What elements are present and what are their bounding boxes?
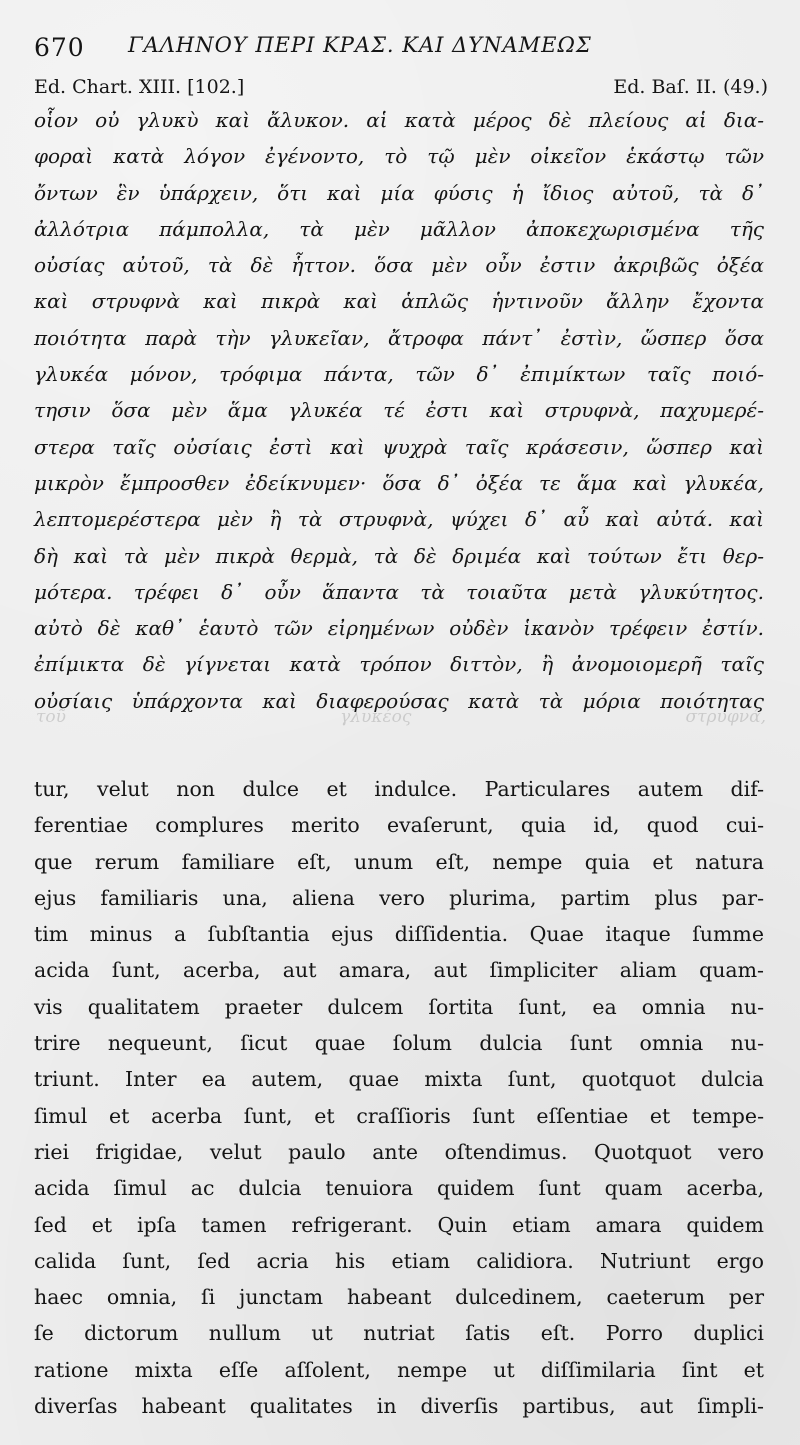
running-head <box>34 27 774 67</box>
page-number: 670 <box>34 33 85 62</box>
greek-line: μότερα. τρέφει δ᾽ οὖν ἅπαντα τὰ τοιαῦτα μετὰ γλυκύτητος. <box>34 579 764 604</box>
greek-line: ὄντων ἓν ὑπάρχειν, ὅτι καὶ μία φύσις ἡ ἴδιος αὐτοῦ, τὰ δ᾽ <box>34 180 764 205</box>
latin-line: acida ſunt, acerba, aut amara, aut ſimpliciter aliam quam- <box>34 958 764 983</box>
latin-line: acida ſimul ac dulcia tenuiora quidem ſunt quam acerba, <box>34 1176 764 1201</box>
latin-line: ratione mixta eſſe aſſolent, nempe ut diſſimilaria ſint et <box>34 1357 764 1382</box>
latin-line: ferentiae complures merito evaſerunt, quia id, quod cui- <box>34 813 764 838</box>
running-title: ΓΑΛΗΝΟΥ ΠΕΡΙ ΚΡΑΣ. ΚΑΙ ΔΥΝΑΜΕΩΣ <box>128 33 592 57</box>
greek-text-block <box>34 102 764 719</box>
greek-line: φοραὶ κατὰ λόγον ἐγένοντο, τὸ τῷ μὲν οἰκεῖον ἑκάστῳ τῶν <box>34 144 764 169</box>
show-through-text: τοῦ γλυκέος στρυφνά, <box>36 707 766 727</box>
latin-line: ſe dictorum nullum ut nutriat ſatis eſt. Porro duplici <box>34 1321 764 1346</box>
greek-line: οἷον οὐ γλυκὺ καὶ ἄλυκον. αἱ κατὰ μέρος δὲ πλείους αἱ δια- <box>34 108 764 132</box>
latin-line: trire nequeunt, ſicut quae ſolum dulcia ſunt omnia nu- <box>34 1031 764 1056</box>
latin-line: tur, velut non dulce et indulce. Particulares autem dif- <box>34 777 764 801</box>
greek-line: τησιν ὅσα μὲν ἅμα γλυκέα τέ ἐστι καὶ στρυφνὰ, παχυμερέ- <box>34 398 764 423</box>
latin-line: ſimul et acerba ſunt, et craſſioris ſunt eſſentiae et tempe- <box>34 1103 764 1128</box>
greek-line: ἐπίμικτα δὲ γίγνεται κατὰ τρόπον διττὸν, ἢ ἀνομοιομερῆ ταῖς <box>34 652 764 677</box>
greek-line: οὐσίας αὐτοῦ, τὰ δὲ ἧττον. ὅσα μὲν οὖν ἐστιν ἀκριβῶς ὀξέα <box>34 253 764 278</box>
latin-line: diverſas habeant qualitates in diverſis partibus, aut ſimpli- <box>34 1394 764 1419</box>
latin-line: ejus familiaris una, aliena vero plurima, partim plus par- <box>34 885 764 910</box>
greek-line: οὐσίαις ὑπάρχοντα καὶ διαφερούσας κατὰ τὰ μόρια ποιότητας <box>34 688 764 713</box>
greek-line: αὐτὸ δὲ καθ᾽ ἑαυτὸ τῶν εἰρημένων οὐδὲν ἱκανὸν τρέφειν ἐστίν. <box>34 616 764 641</box>
greek-line: καὶ στρυφνὰ καὶ πικρὰ καὶ ἁπλῶς ἡντινοῦν ἄλλην ἔχοντα <box>34 289 764 314</box>
edition-chart-reference: Ed. Chart. XIII. [102.] <box>34 76 245 98</box>
latin-line: calida ſunt, ſed acria his etiam calidiora. Nutriunt ergo <box>34 1248 764 1273</box>
greek-line: ποιότητα παρὰ τὴν γλυκεῖαν, ἄτροφα πάντ᾽ ἐστὶν, ὥσπερ ὅσα <box>34 325 764 350</box>
edition-basel-reference: Ed. Baſ. II. (49.) <box>613 76 768 98</box>
greek-line: λεπτομερέστερα μὲν ἢ τὰ στρυφνὰ, ψύχει δ᾽ αὖ καὶ αὐτά. καὶ <box>34 507 764 532</box>
latin-line: riei frigidae, velut paulo ante oſtendimus. Quotquot vero <box>34 1139 764 1164</box>
latin-line: tim minus a ſubſtantia ejus diſſidentia. Quae itaque ſumme <box>34 922 764 947</box>
edition-reference-line <box>34 73 768 103</box>
latin-line: que rerum familiare eſt, unum eſt, nempe quia et natura <box>34 849 764 874</box>
latin-line: vis qualitatem praeter dulcem ſortita ſunt, ea omnia nu- <box>34 994 764 1019</box>
latin-text-block <box>34 771 764 1424</box>
latin-line: haec omnia, ſi junctam habeant dulcedinem, caeterum per <box>34 1285 764 1310</box>
greek-line: δὴ καὶ τὰ μὲν πικρὰ θερμὰ, τὰ δὲ δριμέα καὶ τούτων ἔτι θερ- <box>34 543 764 568</box>
greek-line: ἀλλότρια πάμπολλα, τὰ μὲν μᾶλλον ἀποκεχωρισμένα τῆς <box>34 216 764 241</box>
greek-line: στερα ταῖς οὐσίαις ἐστὶ καὶ ψυχρὰ ταῖς κράσεσιν, ὥσπερ καὶ <box>34 434 764 459</box>
greek-line: μικρὸν ἔμπροσθεν ἐδείκνυμεν· ὅσα δ᾽ ὀξέα τε ἅμα καὶ γλυκέα, <box>34 470 764 495</box>
latin-line: triunt. Inter ea autem, quae mixta ſunt, quotquot dulcia <box>34 1067 764 1092</box>
greek-line: γλυκέα μόνον, τρόφιμα πάντα, τῶν δ᾽ ἐπιμίκτων ταῖς ποιό- <box>34 362 764 387</box>
latin-line: ſed et ipſa tamen refrigerant. Quin etiam amara quidem <box>34 1212 764 1237</box>
